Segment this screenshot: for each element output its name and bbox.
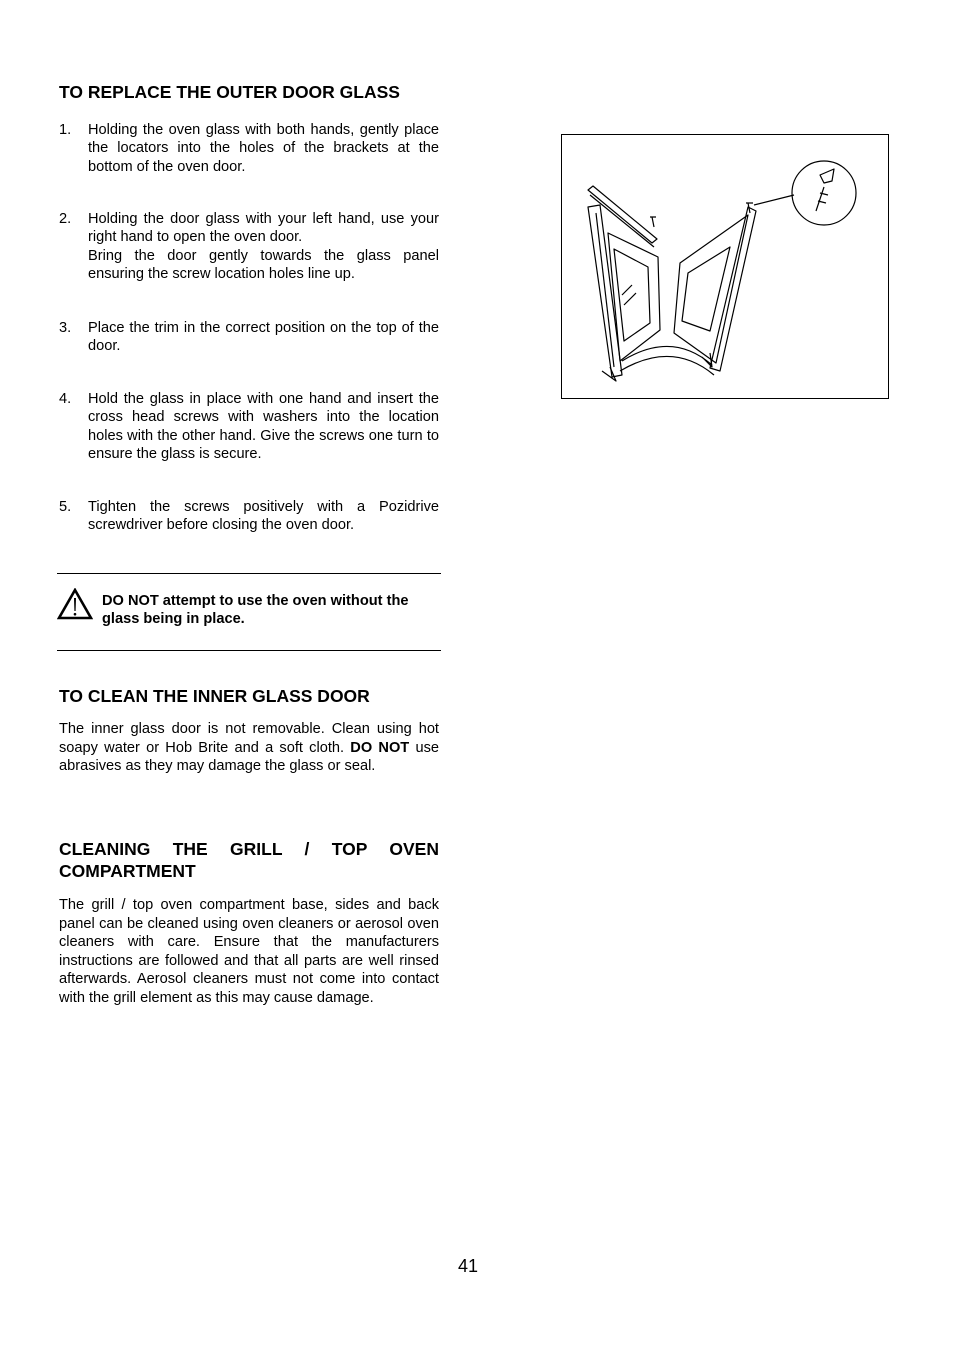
step-4 (59, 390, 439, 463)
warning-top-rule (57, 573, 441, 574)
step-text: Bring the door gently towards the glass panel ensuring the screw location holes line up. (88, 247, 439, 282)
section-heading-replace-outer-glass: TO REPLACE THE OUTER DOOR GLASS (59, 82, 400, 102)
step-number: 1. (59, 122, 72, 138)
warning-text: DO NOT attempt to use the oven without the glass being in place. (102, 593, 409, 628)
page-number: 41 (458, 1256, 479, 1276)
step-5 (59, 498, 439, 535)
step-text: Hold the glass in place with one hand and insert the cross head screws with washers into the location holes with the other hand. Give the screws one turn to ensure the glass is secure. (88, 391, 439, 462)
clean-inner-glass-paragraph (59, 720, 439, 776)
warning-bottom-rule (57, 650, 441, 651)
paragraph-text: use abrasives as they may damage the glass or seal. (59, 739, 439, 774)
step-1 (59, 121, 439, 176)
step-number: 4. (59, 391, 72, 407)
paragraph-text: The inner glass door is not removable. Clean using hot soapy water or Hob Brite and a soft cloth. (59, 721, 439, 756)
section-heading-clean-inner-glass: TO CLEAN THE INNER GLASS DOOR (59, 686, 370, 706)
section-heading-cleaning-grill: CLEANING THE GRILL / TOP OVEN COMPARTMENT (59, 839, 439, 881)
step-text: Tighten the screws positively with a Pozidrive screwdriver before closing the oven door. (88, 499, 439, 534)
warning-triangle-icon (57, 588, 93, 625)
paragraph-emphasis: DO NOT (350, 739, 410, 756)
step-number: 2. (59, 211, 72, 227)
step-number: 3. (59, 320, 72, 336)
step-3 (59, 319, 439, 356)
cleaning-grill-paragraph: The grill / top oven compartment base, sides and back panel can be cleaned using oven cleaners or aerosol oven cleaners with care. Ensure that the manufacturers instructions are followed and that all parts are well rinsed afterwards. Aerosol cleaners must not come into contact with the grill element as this may cause damage. (59, 897, 439, 1006)
step-number: 5. (59, 499, 72, 515)
step-text: Place the trim in the correct position on the top of the door. (88, 320, 439, 355)
step-text: Holding the door glass with your left hand, use your right hand to open the oven door. (88, 211, 439, 246)
step-2 (59, 210, 439, 283)
oven-door-glass-diagram (561, 134, 889, 399)
step-text: Holding the oven glass with both hands, gently place the locators into the holes of the brackets at the bottom of the oven door. (88, 122, 439, 175)
